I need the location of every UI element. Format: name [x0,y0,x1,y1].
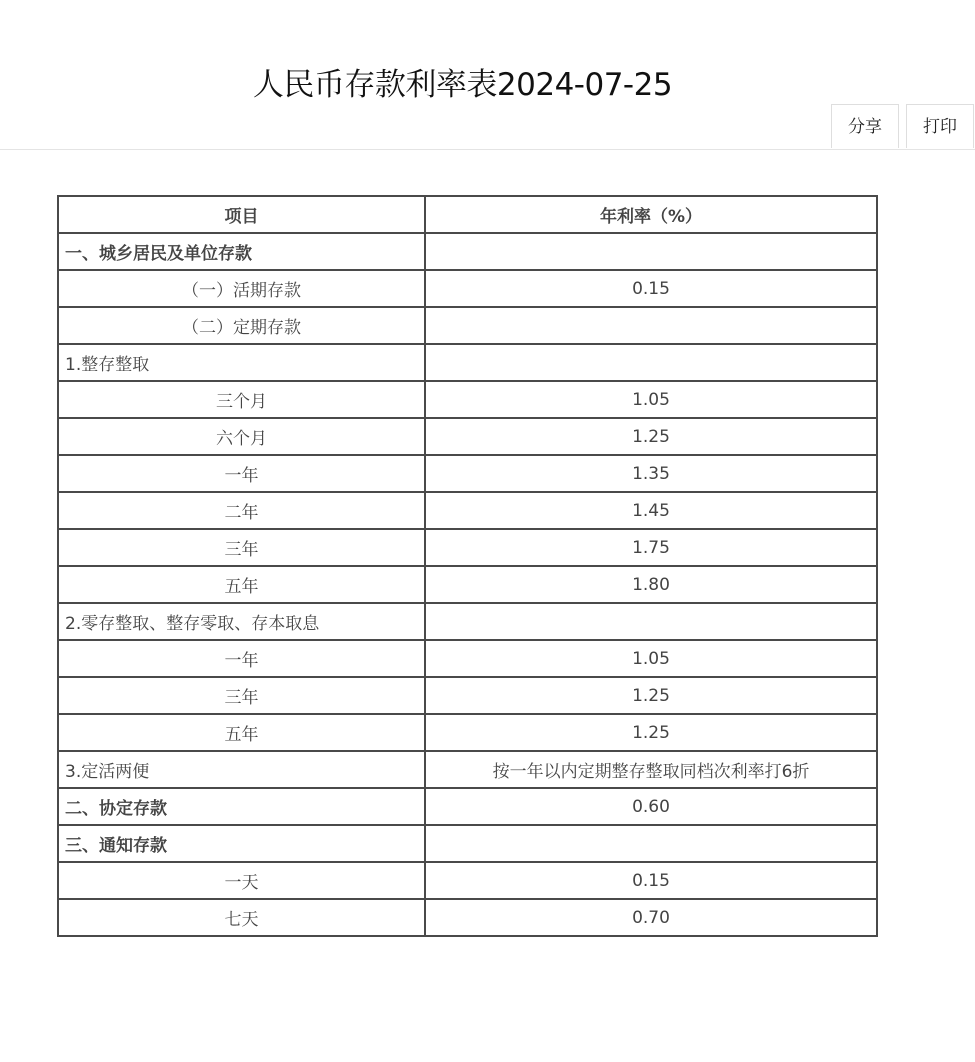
page-title: 人民币存款利率表2024-07-25 [252,66,673,103]
rate-cell: 0.15 [425,270,877,307]
table-row [58,381,877,418]
item-cell: 1.整存整取 [58,344,425,381]
table-body [58,233,877,936]
table-row [58,418,877,455]
item-cell: 三、通知存款 [58,825,425,862]
item-cell: 三年 [58,529,425,566]
rate-cell [425,825,877,862]
table-row [58,899,877,936]
item-cell: 2.零存整取、整存零取、存本取息 [58,603,425,640]
rate-cell [425,233,877,270]
item-cell: 二、协定存款 [58,788,425,825]
share-button[interactable]: 分享 [831,104,899,148]
item-cell: 一天 [58,862,425,899]
rate-cell: 0.70 [425,899,877,936]
rate-cell: 0.15 [425,862,877,899]
table-row [58,492,877,529]
rate-cell: 1.05 [425,381,877,418]
table-row [58,566,877,603]
item-cell: 五年 [58,566,425,603]
item-cell: （一）活期存款 [58,270,425,307]
table-row [58,862,877,899]
toolbar-divider [0,149,975,150]
column-header-rate: 年利率（%） [425,196,877,233]
table-row [58,455,877,492]
item-cell: 六个月 [58,418,425,455]
item-cell: 一年 [58,455,425,492]
item-cell: 五年 [58,714,425,751]
table-row [58,677,877,714]
table-row [58,529,877,566]
print-button[interactable]: 打印 [906,104,974,148]
rate-cell [425,307,877,344]
item-cell: 一、城乡居民及单位存款 [58,233,425,270]
item-cell: 3.定活两便 [58,751,425,788]
table-row [58,788,877,825]
table-header-row [58,196,877,233]
item-cell: 三年 [58,677,425,714]
item-cell: 一年 [58,640,425,677]
table-row [58,714,877,751]
rate-cell: 按一年以内定期整存整取同档次利率打6折 [425,751,877,788]
table-row [58,233,877,270]
rate-cell: 1.45 [425,492,877,529]
table-row [58,344,877,381]
rate-cell: 1.75 [425,529,877,566]
rate-cell [425,603,877,640]
deposit-rate-table [57,195,878,937]
rate-cell: 1.25 [425,714,877,751]
rate-cell: 1.80 [425,566,877,603]
column-header-item: 项目 [58,196,425,233]
table-row [58,603,877,640]
rate-cell [425,344,877,381]
table-row [58,270,877,307]
rate-cell: 1.25 [425,677,877,714]
item-cell: 七天 [58,899,425,936]
item-cell: （二）定期存款 [58,307,425,344]
item-cell: 二年 [58,492,425,529]
rate-cell: 1.25 [425,418,877,455]
table-row [58,825,877,862]
rate-cell: 0.60 [425,788,877,825]
rate-cell: 1.05 [425,640,877,677]
table-row [58,751,877,788]
rate-cell: 1.35 [425,455,877,492]
item-cell: 三个月 [58,381,425,418]
table-row [58,307,877,344]
table-row [58,640,877,677]
